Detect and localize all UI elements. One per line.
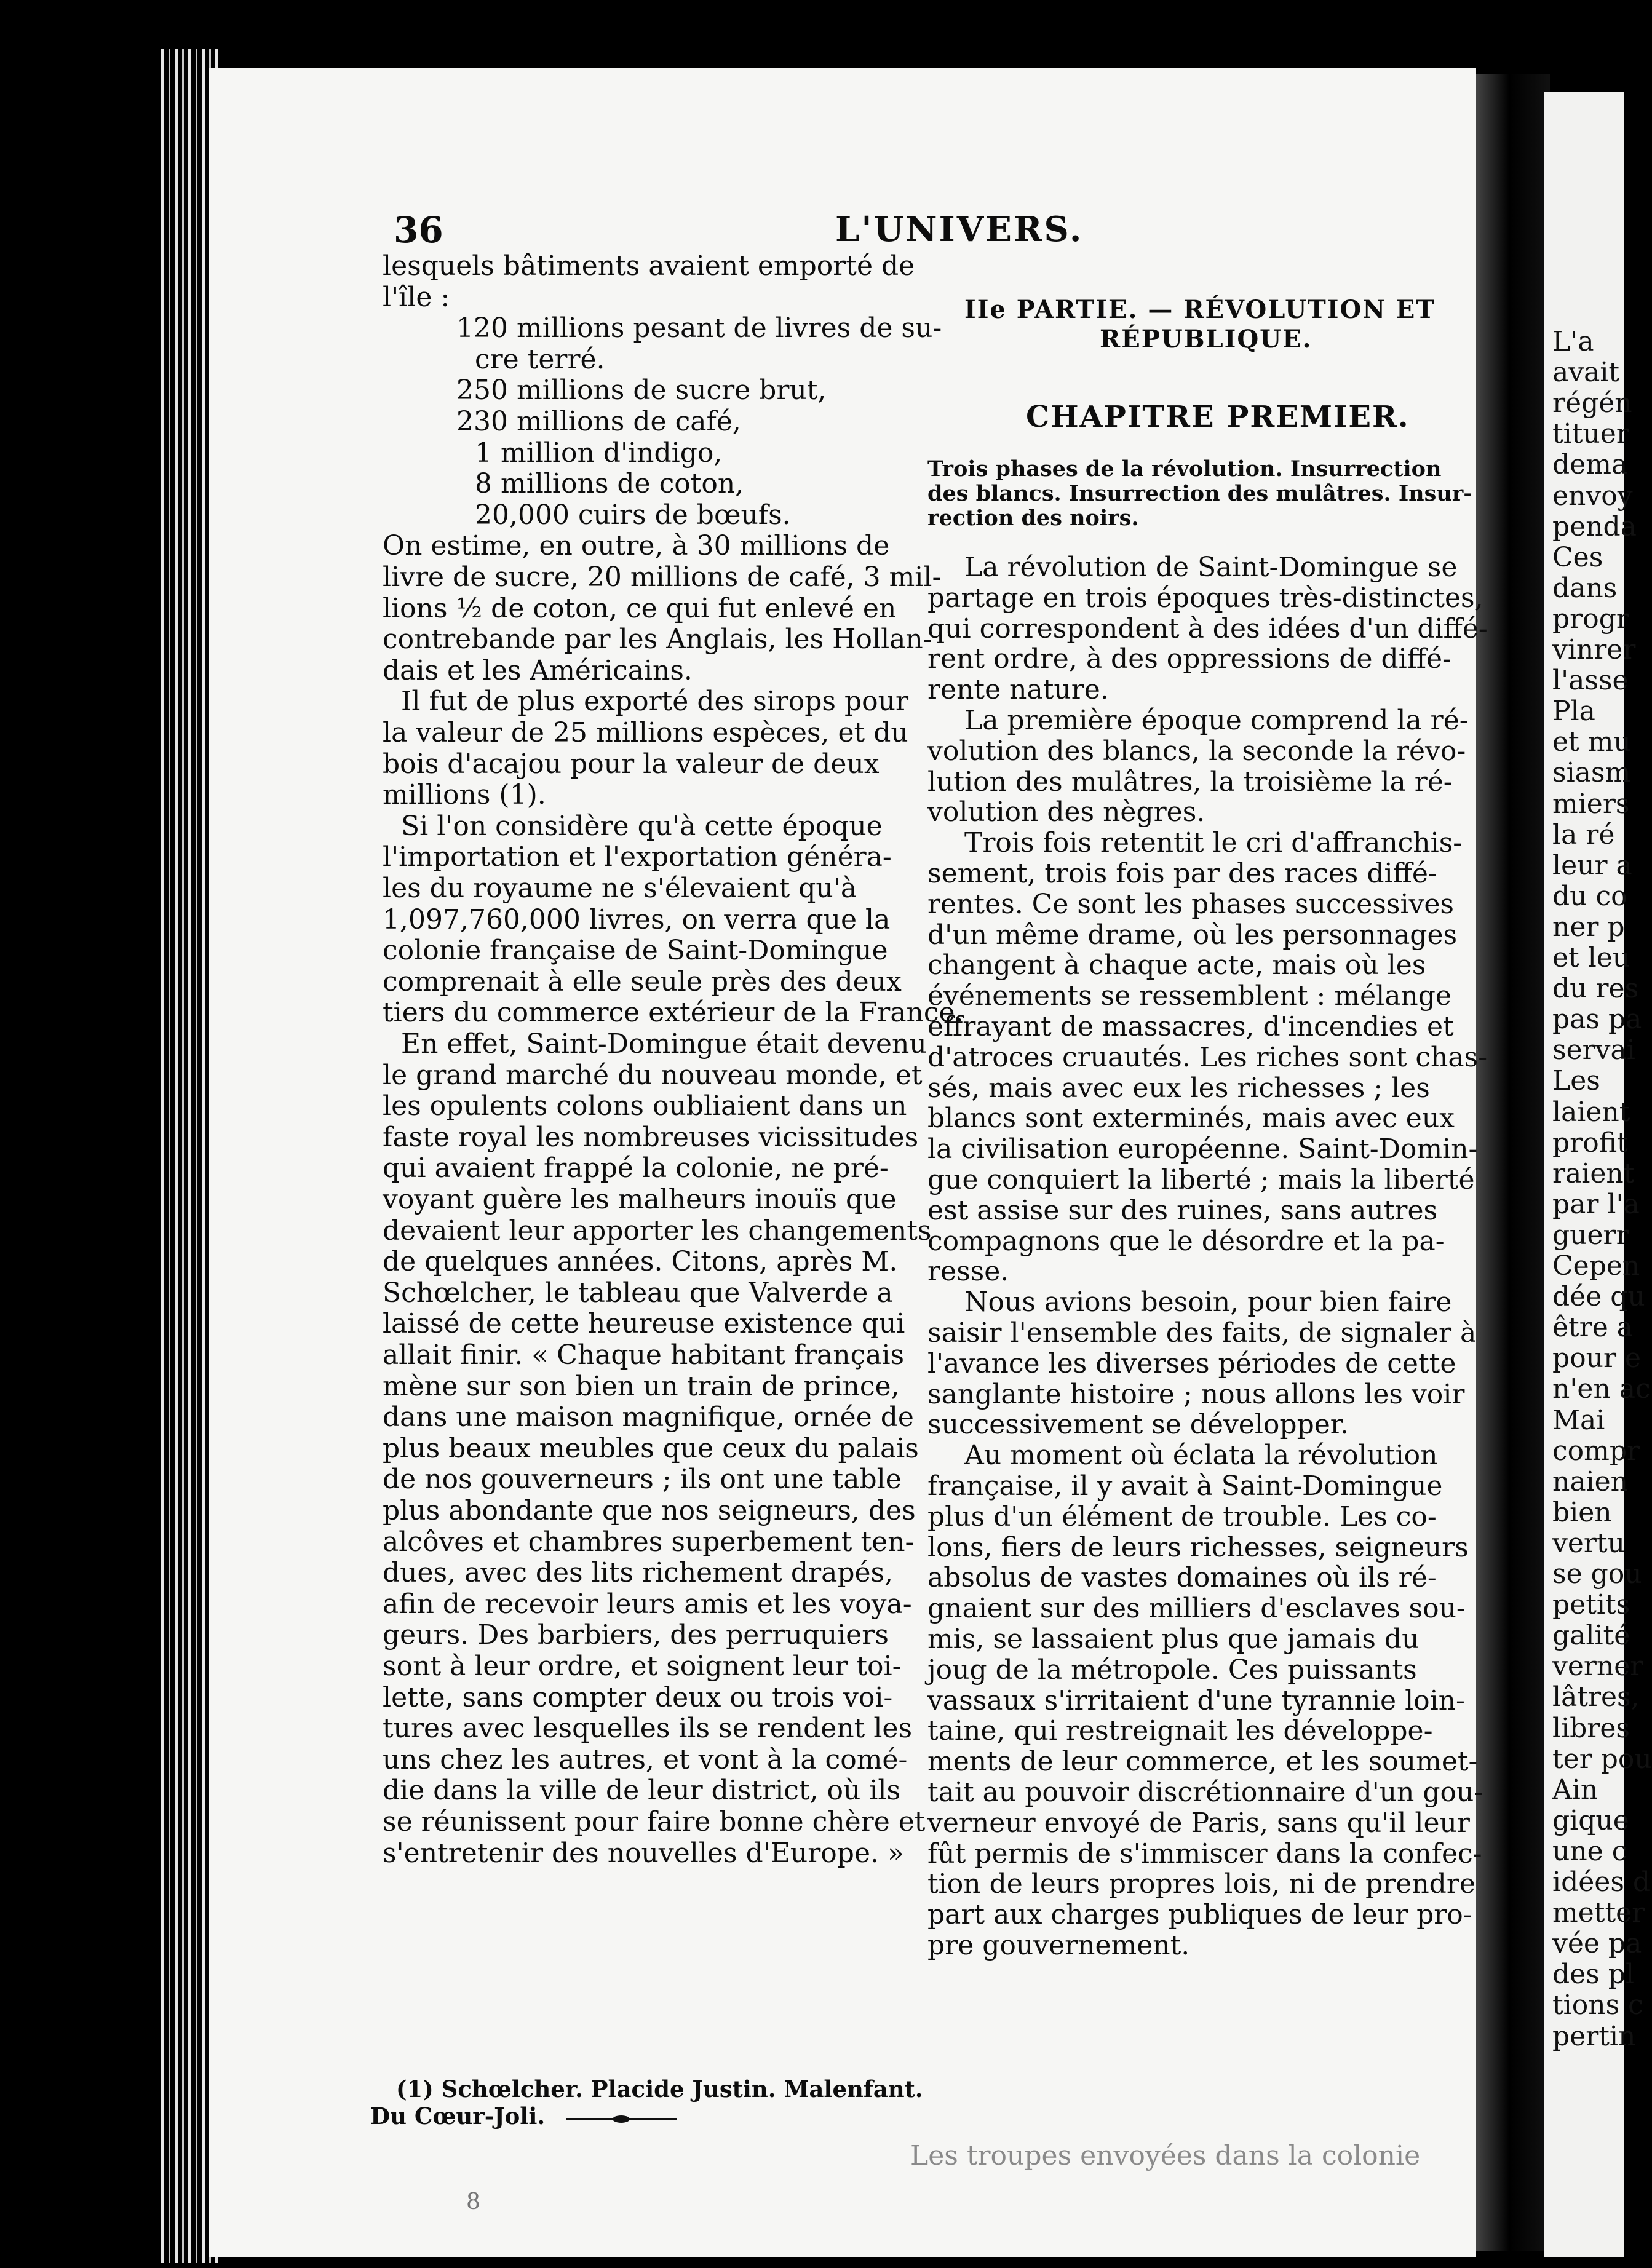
body-text-line: française, il y avait à Saint-Domingue: [927, 1470, 1443, 1502]
next-page-text-line: être a: [1552, 1312, 1634, 1344]
body-text-line: rente nature.: [927, 674, 1109, 706]
next-page-text-line: du co: [1552, 880, 1627, 912]
body-text-line: En effet, Saint-Domingue était devenu: [401, 1028, 927, 1060]
next-page-text-line: compr: [1552, 1435, 1640, 1467]
next-page-text-line: Cepen: [1552, 1250, 1640, 1282]
body-text-line: devaient leur apporter les changements: [383, 1215, 932, 1247]
body-text-line: joug de la métropole. Ces puissants: [927, 1654, 1417, 1686]
next-page-text-line: pour e: [1552, 1342, 1642, 1374]
next-page-text-line: avait: [1552, 357, 1620, 389]
body-text-line: mène sur son bien un train de prince,: [383, 1370, 900, 1402]
body-text-line: La révolution de Saint-Domingue se: [964, 552, 1458, 583]
body-text-line: l'avance les diverses périodes de cette: [927, 1347, 1456, 1379]
next-page-text-line: vertu: [1552, 1527, 1625, 1559]
next-page-text-line: Mai: [1552, 1404, 1605, 1436]
body-text-line: lesquels bâtiments avaient emporté de: [383, 250, 915, 282]
body-text-line: dais et les Américains.: [383, 654, 693, 686]
footnote-line: Du Cœur-Joli.: [370, 2103, 546, 2130]
body-text-line: Schœlcher, le tableau que Valverde a: [383, 1277, 893, 1309]
body-text-line: la civilisation européenne. Saint-Domin-: [927, 1133, 1478, 1165]
body-text-line: millions (1).: [383, 779, 546, 811]
body-text-line: Il fut de plus exporté des sirops pour: [401, 686, 909, 718]
next-page-text-line: servai: [1552, 1034, 1635, 1066]
next-page-text-line: progr: [1552, 603, 1629, 635]
body-text-line: comprenait à elle seule près des deux: [383, 965, 902, 997]
body-text-line: rent ordre, à des oppressions de diffé-: [927, 643, 1451, 675]
body-text-line: cre terré.: [475, 343, 605, 375]
body-text-line: l'importation et l'exportation généra-: [383, 841, 892, 873]
body-text-line: volution des nègres.: [927, 796, 1205, 828]
body-text-line: Nous avions besoin, pour bien faire: [964, 1287, 1452, 1318]
body-text-line: 250 millions de sucre brut,: [456, 375, 827, 406]
next-page-text-line: metter: [1552, 1897, 1645, 1929]
part-heading: IIe PARTIE. — RÉVOLUTION ET: [964, 295, 1436, 324]
body-text-line: blancs sont exterminés, mais avec eux: [927, 1103, 1455, 1135]
next-page-text-line: par l'a: [1552, 1188, 1640, 1220]
body-text-line: les du royaume ne s'élevaient qu'à: [383, 873, 857, 904]
body-text-line: plus abondante que nos seigneurs, des: [383, 1495, 916, 1526]
body-text-line: taine, qui restreignait les développe-: [927, 1715, 1433, 1747]
footnote-separator-ornament: [566, 2115, 677, 2123]
body-text-line: qui correspondent à des idées d'un diffé-: [927, 613, 1488, 644]
next-page-text-line: profit: [1552, 1127, 1628, 1159]
body-text-line: Au moment où éclata la révolution: [964, 1440, 1438, 1472]
next-page-text-line: des pl: [1552, 1959, 1635, 1991]
body-text-line: lons, fiers de leurs richesses, seigneurs: [927, 1531, 1469, 1563]
body-text-line: de quelques années. Citons, après M.: [383, 1246, 898, 1278]
body-text-line: alcôves et chambres superbement ten-: [383, 1526, 915, 1558]
next-page-text-line: dans: [1552, 572, 1618, 604]
body-text-line: pre gouvernement.: [927, 1930, 1190, 1961]
body-text-line: qui avaient frappé la colonie, ne pré-: [383, 1152, 889, 1184]
next-page-text-line: et mu: [1552, 726, 1631, 758]
body-text-line: de nos gouverneurs ; ils ont une table: [383, 1464, 902, 1496]
next-page-text-line: guerr: [1552, 1219, 1629, 1251]
next-page-text-line: dée qu: [1552, 1281, 1645, 1313]
next-page-text-line: naien: [1552, 1465, 1629, 1497]
chapter-title: CHAPITRE PREMIER.: [1026, 400, 1410, 434]
next-page-text-line: laient: [1552, 1096, 1630, 1128]
body-text-line: contrebande par les Anglais, les Hollan-: [383, 624, 932, 656]
next-page-text-line: lâtres,: [1552, 1681, 1640, 1713]
next-page-text-line: n'en ac: [1552, 1373, 1651, 1405]
next-page-text-line: se gou: [1552, 1558, 1642, 1590]
next-page-text-line: verner: [1552, 1651, 1643, 1683]
next-page-text-line: l'asse: [1552, 665, 1629, 697]
body-text-line: afin de recevoir leurs amis et les voya-: [383, 1588, 912, 1620]
body-text-line: plus beaux meubles que ceux du palais: [383, 1432, 919, 1464]
body-text-line: dues, avec des lits richement drapés,: [383, 1557, 894, 1589]
body-text-line: gnaient sur des milliers d'esclaves sou-: [927, 1593, 1466, 1625]
body-text-line: effrayant de massacres, d'incendies et: [927, 1011, 1454, 1042]
body-text-line: voyant guère les malheurs inouïs que: [383, 1184, 897, 1215]
body-text-line: d'atroces cruautés. Les riches sont chas-: [927, 1041, 1488, 1073]
body-text-line: tait au pouvoir discrétionnaire d'un gou-: [927, 1777, 1483, 1808]
next-page-text-line: pertin: [1552, 2020, 1636, 2052]
next-page-text-line: gique: [1552, 1804, 1629, 1836]
body-text-line: lette, sans compter deux ou trois voi-: [383, 1681, 893, 1713]
body-text-line: plus d'un élément de trouble. Les co-: [927, 1501, 1437, 1532]
body-text-line: 20,000 cuirs de bœufs.: [475, 499, 791, 531]
next-page-text-line: dema: [1552, 449, 1628, 481]
next-page-text-line: miers: [1552, 788, 1630, 820]
chapter-summary: rection des noirs.: [927, 506, 1139, 531]
body-text-line: colonie française de Saint-Domingue: [383, 935, 888, 967]
body-text-line: 1 million d'indigo,: [475, 437, 723, 469]
body-text-line: 8 millions de coton,: [475, 468, 744, 500]
body-text-line: bois d'acajou pour la valeur de deux: [383, 748, 880, 780]
body-text-line: La première époque comprend la ré-: [964, 705, 1469, 736]
next-page-text-line: régén: [1552, 387, 1632, 419]
body-text-line: mis, se lassaient plus que jamais du: [927, 1624, 1420, 1655]
body-text-line: lions ½ de coton, ce qui fut enlevé en: [383, 592, 897, 624]
next-page-text-line: raient: [1552, 1157, 1635, 1189]
body-text-line: tiers du commerce extérieur de la France.: [383, 997, 964, 1029]
body-text-line: die dans la ville de leur district, où ils: [383, 1775, 901, 1807]
body-text-line: se réunissent pour faire bonne chère et: [383, 1806, 926, 1838]
next-page-text-line: Les: [1552, 1065, 1600, 1097]
next-page-text-line: ter pou: [1552, 1743, 1652, 1775]
spine-shadow: [1476, 74, 1550, 2251]
body-text-line: ments de leur commerce, et les soumet-: [927, 1746, 1478, 1778]
next-page-text-line: la ré: [1552, 819, 1615, 850]
body-text-line: sement, trois fois par des races diffé-: [927, 858, 1437, 889]
next-page-text-line: pas pa: [1552, 1004, 1642, 1036]
next-page-text-line: tituer: [1552, 418, 1629, 450]
body-text-line: livre de sucre, 20 millions de café, 3 mil-: [383, 561, 942, 593]
page-number: 36: [394, 209, 443, 251]
body-text-line: gue conquiert la liberté ; mais la liberté: [927, 1164, 1475, 1195]
next-page-text-line: siasm: [1552, 757, 1631, 789]
body-text-line: l'île :: [383, 281, 450, 313]
next-page-text-line: Ces: [1552, 541, 1603, 573]
chapter-summary: des blancs. Insurrection des mulâtres. Insur-: [927, 481, 1472, 506]
body-text-line: Si l'on considère qu'à cette époque: [401, 810, 883, 842]
body-text-line: saisir l'ensemble des faits, de signaler à: [927, 1317, 1477, 1349]
body-text-line: On estime, en outre, à 30 millions de: [383, 530, 890, 562]
body-text-line: resse.: [927, 1256, 1009, 1288]
next-page-text-line: vée pa: [1552, 1928, 1642, 1960]
body-text-line: fût permis de s'immiscer dans la confec-: [927, 1838, 1482, 1870]
body-text-line: uns chez les autres, et vont à la comé-: [383, 1743, 908, 1775]
body-text-line: volution des blancs, la seconde la révo-: [927, 735, 1466, 767]
body-text-line: sont à leur ordre, et soignent leur toi-: [383, 1651, 902, 1682]
body-text-line: verneur envoyé de Paris, sans qu'il leur: [927, 1807, 1470, 1839]
next-page-text-line: galité: [1552, 1620, 1630, 1652]
body-text-line: tion de leurs propres lois, ni de prendre: [927, 1868, 1475, 1900]
body-text-line: partage en trois époques très-distinctes,: [927, 582, 1483, 614]
part-heading: RÉPUBLIQUE.: [1100, 325, 1312, 354]
next-page-text-line: bien: [1552, 1496, 1612, 1528]
next-page-text-line: L'a: [1552, 326, 1594, 357]
body-text-line: allait finir. « Chaque habitant français: [383, 1339, 905, 1371]
next-page-text-line: tions c: [1552, 1989, 1643, 2021]
body-text-line: la valeur de 25 millions espèces, et du: [383, 717, 908, 748]
body-text-line: 1,097,760,000 livres, on verra que la: [383, 903, 891, 935]
body-text-line: événements se ressemblent : mélange: [927, 980, 1451, 1012]
body-text-line: faste royal les nombreuses vicissitudes: [383, 1121, 919, 1153]
bleed-through-text: Les troupes envoyées dans la colonie: [910, 2140, 1421, 2171]
body-text-line: successivement se développer.: [927, 1409, 1349, 1441]
body-text-line: laissé de cette heureuse existence qui: [383, 1308, 905, 1340]
next-page-text-line: petits: [1552, 1589, 1630, 1621]
next-page-text-line: leur a: [1552, 849, 1632, 881]
next-page-text-line: Pla: [1552, 696, 1595, 728]
running-title: L'UNIVERS.: [835, 209, 1084, 250]
body-text-line: compagnons que le désordre et la pa-: [927, 1225, 1445, 1257]
next-page-text-line: vinrer: [1552, 634, 1636, 665]
body-text-line: rentes. Ce sont les phases successives: [927, 888, 1455, 920]
body-text-line: changent à chaque acte, mais où les: [927, 950, 1426, 981]
next-page-text-line: penda: [1552, 510, 1637, 542]
body-text-line: part aux charges publiques de leur pro-: [927, 1899, 1472, 1931]
body-text-line: le grand marché du nouveau monde, et: [383, 1059, 923, 1091]
body-text-line: vassaux s'irritaient d'une tyrannie loin-: [927, 1684, 1465, 1716]
footnote-line: (1) Schœlcher. Placide Justin. Malenfant.: [396, 2076, 923, 2103]
body-text-line: geurs. Des barbiers, des perruquiers: [383, 1619, 889, 1651]
body-text-line: d'un même drame, où les personnages: [927, 919, 1458, 951]
next-page-text-line: une c: [1552, 1835, 1627, 1867]
next-page-text-line: idées d: [1552, 1866, 1651, 1898]
next-page-text-line: Ain: [1552, 1774, 1598, 1806]
next-page-fragment: [1544, 92, 1652, 2257]
body-text-line: sanglante histoire ; nous allons les voir: [927, 1378, 1465, 1410]
body-text-line: est assise sur des ruines, sans autres: [927, 1194, 1438, 1226]
body-text-line: Trois fois retentit le cri d'affranchis-: [964, 827, 1463, 859]
next-page-text-line: et leu: [1552, 942, 1630, 973]
bottom-mark: 8: [466, 2189, 480, 2214]
body-text-line: 230 millions de café,: [456, 406, 741, 437]
body-text-line: 120 millions pesant de livres de su-: [456, 312, 942, 344]
body-text-line: dans une maison magnifique, ornée de: [383, 1402, 914, 1433]
body-text-line: s'entretenir des nouvelles d'Europe. »: [383, 1837, 904, 1869]
body-text-line: les opulents colons oubliaient dans un: [383, 1090, 907, 1122]
body-text-line: lution des mulâtres, la troisième la ré-: [927, 766, 1453, 798]
next-page-text-line: libres: [1552, 1712, 1630, 1744]
body-text-line: tures avec lesquelles ils se rendent les: [383, 1713, 913, 1745]
body-text-line: absolus de vastes domaines où ils ré-: [927, 1562, 1437, 1594]
chapter-summary: Trois phases de la révolution. Insurrection: [927, 456, 1442, 482]
next-page-text-line: envoy: [1552, 480, 1633, 512]
body-text-line: sés, mais avec eux les richesses ; les: [927, 1072, 1430, 1104]
next-page-text-line: du res: [1552, 973, 1639, 1005]
next-page-text-line: ner p: [1552, 911, 1625, 943]
